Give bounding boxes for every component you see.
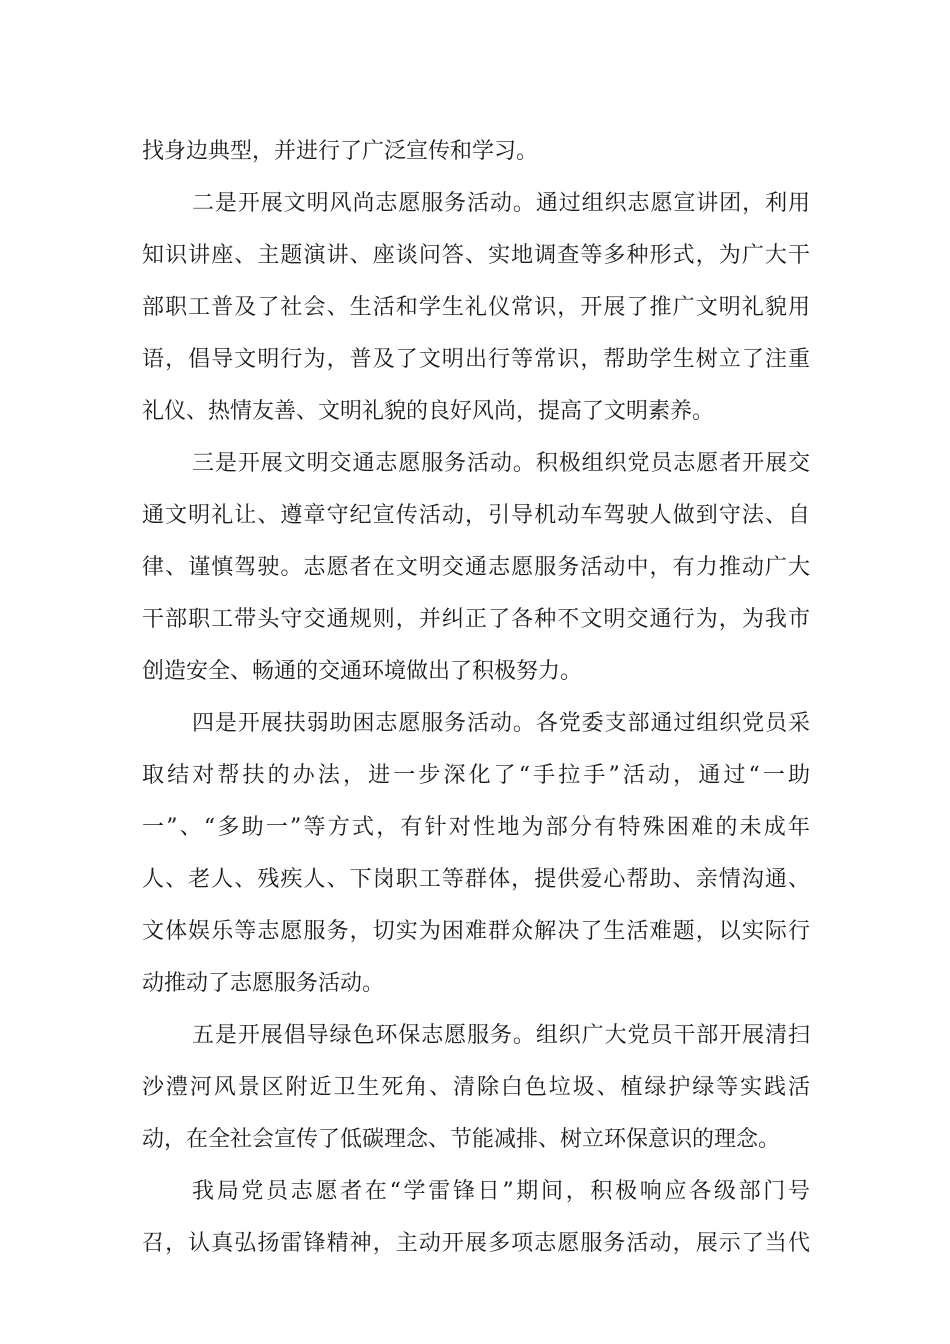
text-line: 三是开展文明交通志愿服务活动。积极组织党员志愿者开展交: [192, 451, 810, 476]
text-line: 文体娱乐等志愿服务，切实为困难群众解决了生活难题，以实际行: [142, 919, 810, 944]
text-line: 动，在全社会宣传了低碳理念、节能减排、树立环保意识的理念。: [142, 1127, 781, 1152]
text-line: 礼仪、热情友善、文明礼貌的良好风尚，提高了文明素养。: [142, 399, 715, 424]
text-line: 部职工普及了社会、生活和学生礼仪常识，开展了推广文明礼貌用: [142, 295, 810, 320]
text-line: 语，倡导文明行为，普及了文明出行等常识，帮助学生树立了注重: [142, 347, 810, 372]
text-line: 通文明礼让、遵章守纪宣传活动，引导机动车驾驶人做到守法、自: [142, 503, 810, 528]
text-line: 动推动了志愿服务活动。: [142, 971, 385, 996]
text-line: 一”、“多助一”等方式，有针对性地为部分有特殊困难的未成年: [142, 815, 810, 840]
text-line: 干部职工带头守交通规则，并纠正了各种不文明交通行为，为我市: [142, 607, 810, 632]
text-line: 知识讲座、主题演讲、座谈问答、实地调查等多种形式，为广大干: [142, 243, 810, 268]
text-line: 二是开展文明风尚志愿服务活动。通过组织志愿宣讲团，利用: [192, 191, 810, 216]
text-line: 召，认真弘扬雷锋精神，主动开展多项志愿服务活动，展示了当代: [142, 1231, 810, 1256]
text-line: 律、谨慎驾驶。志愿者在文明交通志愿服务活动中，有力推动广大: [142, 555, 810, 580]
text-line: 四是开展扶弱助困志愿服务活动。各党委支部通过组织党员采: [192, 711, 810, 736]
text-line: 我局党员志愿者在“学雷锋日”期间，积极响应各级部门号: [192, 1179, 810, 1204]
text-line: 沙澧河风景区附近卫生死角、清除白色垃圾、植绿护绿等实践活: [142, 1075, 810, 1100]
text-line: 人、老人、残疾人、下岗职工等群体，提供爱心帮助、亲情沟通、: [142, 867, 810, 892]
text-line: 五是开展倡导绿色环保志愿服务。组织广大党员干部开展清扫: [192, 1023, 810, 1048]
text-line: 取结对帮扶的办法，进一步深化了“手拉手”活动，通过“一助: [142, 763, 810, 788]
text-line: 创造安全、畅通的交通环境做出了积极努力。: [142, 659, 583, 684]
text-line: 找身边典型，并进行了广泛宣传和学习。: [142, 139, 539, 164]
